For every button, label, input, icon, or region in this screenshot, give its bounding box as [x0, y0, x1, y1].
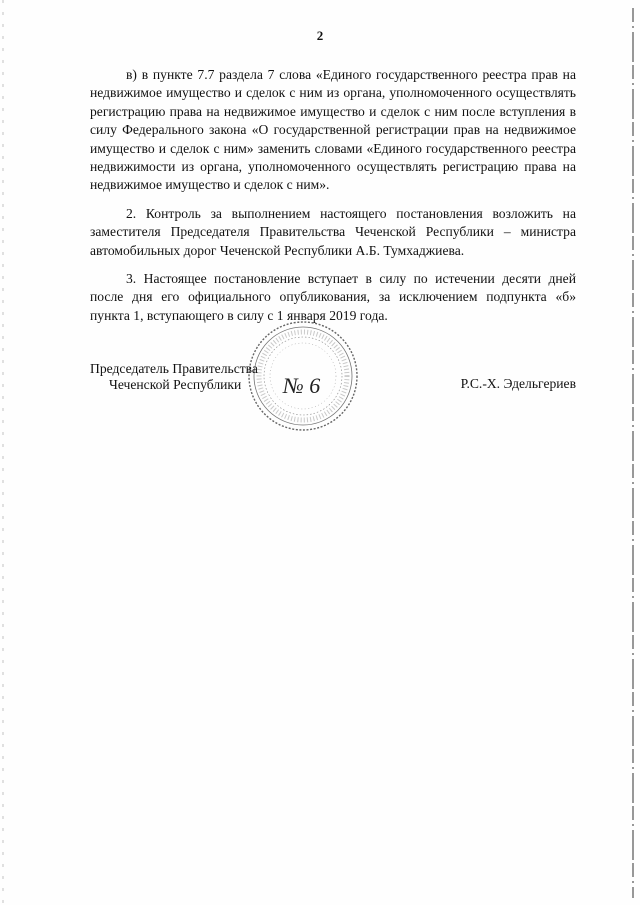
- signatory-title-line-2: Чеченской Республики: [109, 377, 242, 392]
- page-number: 2: [316, 28, 324, 43]
- paragraph-effective-date: 3. Настоящее постановление вступает в силу по истечении десяти дней после дня его официального опубликования, за исключением подпункта «б» пункта 1, вступающего в силу с 1 января 2019 года.: [90, 271, 576, 323]
- scan-edge-right: [632, 8, 634, 898]
- signatory-title-line-1: Председатель Правительства: [90, 361, 258, 376]
- paragraph-subitem-v: в) в пункте 7.7 раздела 7 слова «Единого государственного реестра прав на недвижимое имущество и сделок с ним из органа, уполномоченного осуществлять регистрацию права на недвижимое имущество и сделок с ним после вступления в силу Федерального закона «О государственной регистрации прав на недвижимое имущество и сделок с ним» заменить словами «Единого государственного реестра недвижимости из органа, уполномоченного осуществлять регистрацию права на недвижимое имущество и сделок с ним».: [90, 67, 576, 193]
- signatory-name: Р.С.-Х. Эдельгериев: [460, 376, 576, 391]
- seal-number: № 6: [283, 373, 321, 398]
- scan-edge-left: [2, 0, 4, 905]
- signature-block: [90, 361, 576, 401]
- paragraph-control: 2. Контроль за выполнением настоящего постановления возложить на заместителя Председателя Правительства Чеченской Республики – министра автомобильных дорог Чеченской Республики А.Б. Тумхаджиева.: [90, 205, 576, 258]
- document-body: [90, 66, 576, 335]
